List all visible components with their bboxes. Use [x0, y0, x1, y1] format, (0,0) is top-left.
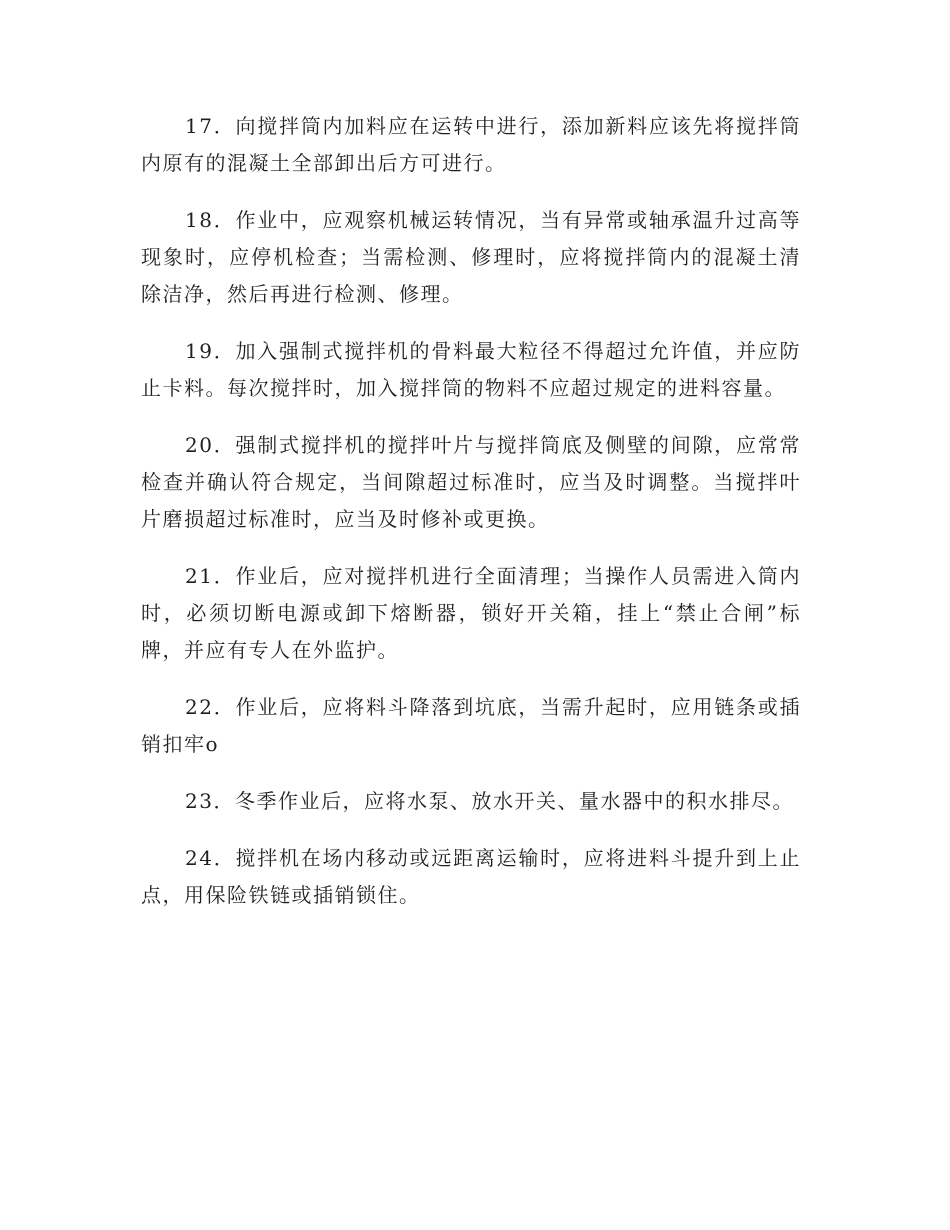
paragraph-22: 22．作业后，应将料斗降落到坑底，当需升起时，应用链条或插销扣牢o — [141, 695, 801, 756]
paragraph-17: 17．向搅拌筒内加料应在运转中进行，添加新料应该先将搅拌筒内原有的混凝土全部卸出后方可进行。 — [141, 114, 801, 175]
paragraph-19: 19．加入强制式搅拌机的骨料最大粒径不得超过允许值，并应防止卡料。每次搅拌时，加入搅拌筒的物料不应超过规定的进料容量。 — [141, 339, 801, 400]
paragraph-20: 20．强制式搅拌机的搅拌叶片与搅拌筒底及侧壁的间隙，应常常检查并确认符合规定，当间隙超过标准时，应当及时调整。当搅拌叶片磨损超过标准时，应当及时修补或更换。 — [141, 433, 801, 531]
paragraph-18: 18．作业中，应观察机械运转情况，当有异常或轴承温升过高等现象时，应停机检查；当需检测、修理时，应将搅拌筒内的混凝土清除洁净，然后再进行检测、修理。 — [141, 208, 801, 306]
paragraph-23: 23．冬季作业后，应将水泵、放水开关、量水器中的积水排尽。 — [185, 789, 794, 813]
paragraph-21: 21．作业后，应对搅拌机进行全面清理；当操作人员需进入筒内时，必须切断电源或卸下熔断器，锁好开关箱，挂上“禁止合闸”标牌，并应有专人在外监护。 — [141, 564, 801, 662]
paragraph-24: 24．搅拌机在场内移动或远距离运输时，应将进料斗提升到上止点，用保险铁链或插销锁住。 — [141, 846, 801, 907]
document-body — [141, 108, 801, 934]
